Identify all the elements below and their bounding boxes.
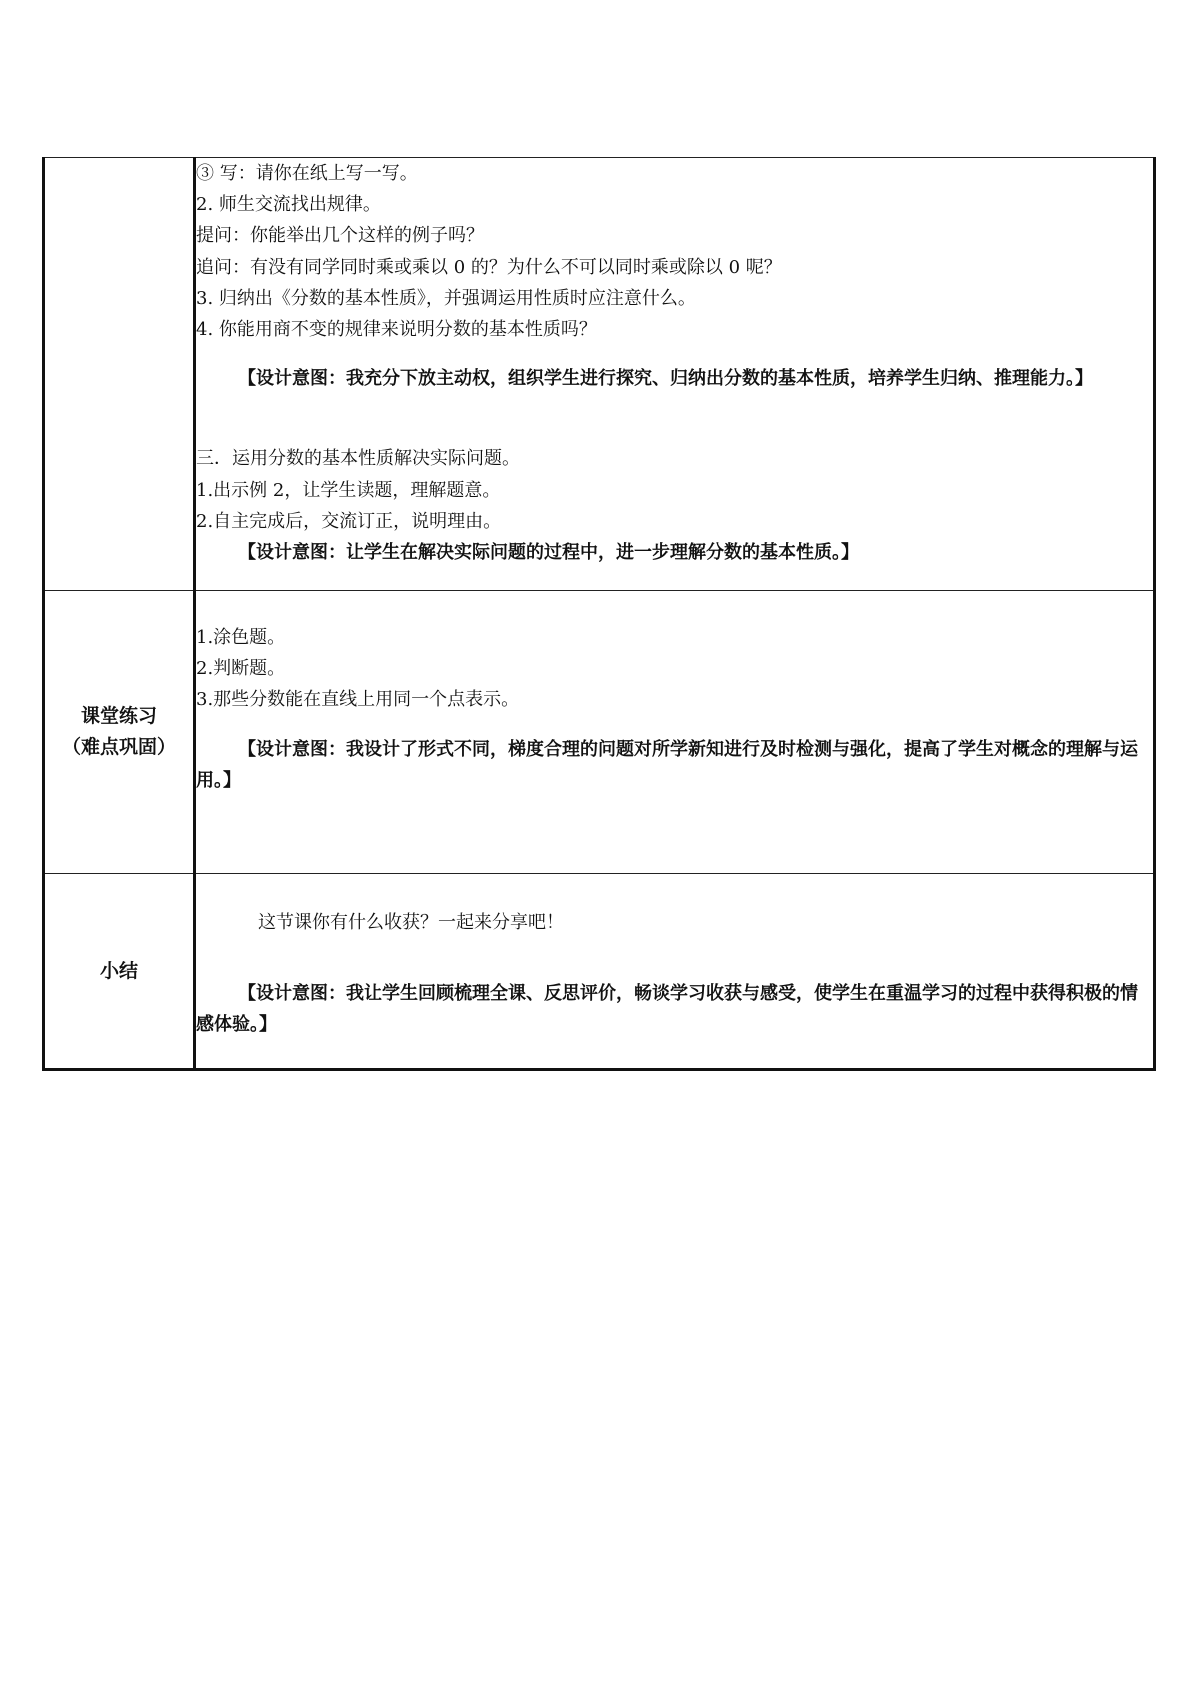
row-label-cell (44, 591, 195, 874)
question-examples: 提问：你能举出几个这样的例子吗？ (196, 225, 484, 247)
row-label-summary: 小结 (99, 959, 138, 982)
section-3-item: 1.出示例 2，让学生读题，理解题意。 (196, 479, 501, 501)
practice-item: 1.涂色题。 (196, 627, 286, 648)
row-content-cell (195, 591, 1155, 874)
practice-item: 2.判断题。 (196, 658, 286, 680)
design-intent-2: 【设计意图：让学生在解决实际问题的过程中，进一步理解分数的基本性质。】 (238, 542, 859, 564)
design-intent-practice: 【设计意图：我设计了形式不同，梯度合理的问题对所学新知进行及时检测与强化，提高了学生对概念的理解与运用。】 (196, 738, 1138, 791)
step-explain-with-quotient: 4. 你能用商不变的规律来说明分数的基本性质吗？ (196, 319, 597, 341)
section-3-title: 三．运用分数的基本性质解决实际问题。 (196, 448, 520, 470)
spacer (196, 874, 1153, 907)
row-content-cell (195, 158, 1155, 591)
row-label-cell (44, 874, 195, 1070)
spacer (196, 591, 1153, 622)
question-followup: 追问：有没有同学同时乘或乘以 0 的？为什么不可以同时乘或除以 0 呢？ (196, 256, 782, 278)
row-content-cell (195, 874, 1155, 1070)
row-label-practice: 课堂练习 (80, 705, 157, 727)
summary-prompt: 这节课你有什么收获？一起来分享吧！ (258, 912, 564, 933)
design-intent-1: 【设计意图：我充分下放主动权，组织学生进行探究、归纳出分数的基本性质，培养学生归纳、推理能力。】 (238, 368, 1093, 390)
step-find-rule: 2. 师生交流找出规律。 (196, 194, 381, 216)
table-row (44, 158, 1155, 591)
design-intent-summary: 【设计意图：我让学生回顾梳理全课、反思评价，畅谈学习收获与感受，使学生在重温学习的过程中获得积极的情感体验。】 (196, 983, 1138, 1036)
step-write: ③ 写：请你在纸上写一写。 (196, 163, 418, 184)
spacer (196, 938, 1153, 960)
table-row (44, 591, 1155, 874)
section-3-item: 2.自主完成后，交流订正，说明理由。 (196, 510, 502, 532)
practice-item: 3.那些分数能在直线上用同一个点表示。 (196, 689, 520, 711)
step-summarize-property: 3. 归纳出《分数的基本性质》，并强调运用性质时应注意什么。 (196, 287, 696, 309)
table-row (44, 874, 1155, 1070)
lesson-plan-table (42, 157, 1156, 1071)
spacer (196, 412, 1153, 443)
row-label-cell (44, 158, 195, 591)
row-label-practice-sub: （难点巩固） (61, 736, 176, 758)
